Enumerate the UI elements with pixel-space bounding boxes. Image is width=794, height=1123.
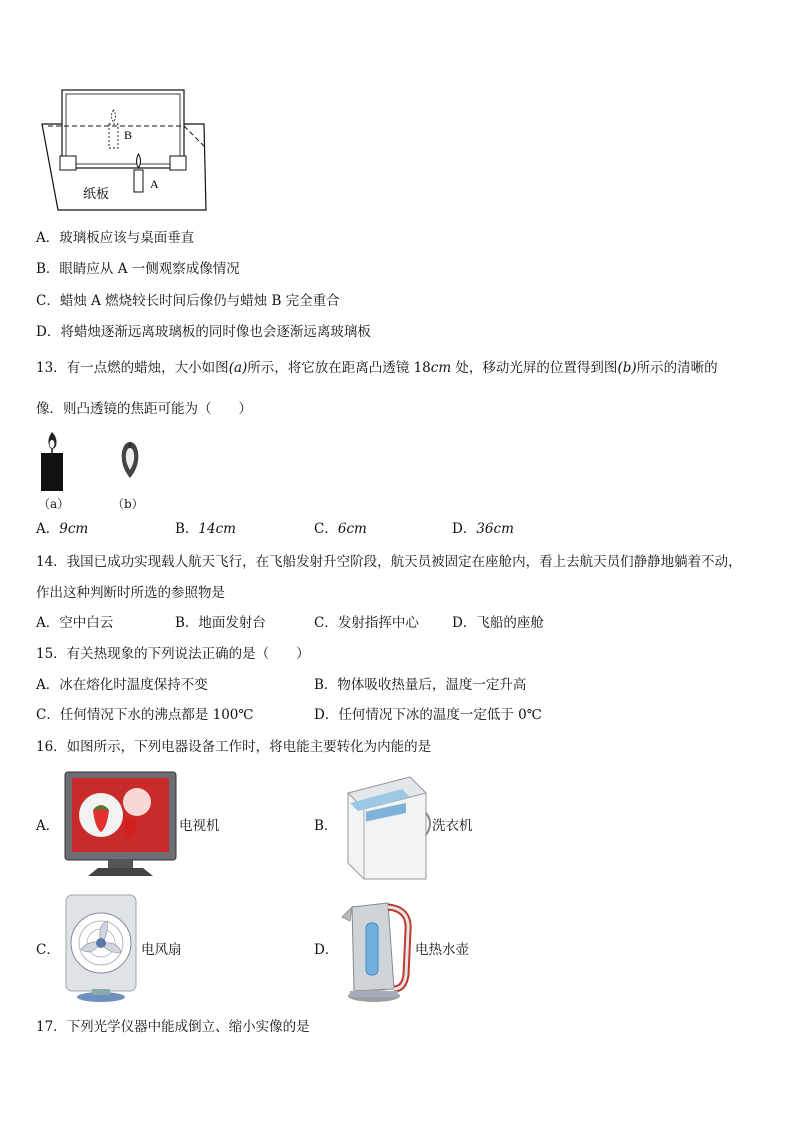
inverted-flame-icon	[119, 440, 141, 480]
q12-option-a: A．玻璃板应该与桌面垂直	[36, 230, 195, 246]
q14-option-c: C．发射指挥中心	[314, 615, 419, 631]
q13-option-a: A．9cm	[36, 521, 89, 537]
fan-icon	[62, 893, 140, 1005]
q12-option-d: D．将蜡烛逐渐远离玻璃板的同时像也会逐渐远离玻璃板	[36, 324, 371, 340]
tv-icon	[63, 770, 178, 880]
q14-stem-line1: 14．我国已成功实现载人航天飞行，在飞船发射升空阶段，航天员被固定在座舱内，看上去航天员们静静地躺着不动，	[36, 554, 742, 570]
q16-option-b-letter: B．	[314, 818, 338, 834]
q14-option-a: A．空中白云	[36, 615, 114, 631]
q14-option-d: D．飞船的座舱	[452, 615, 544, 631]
q16-option-c-letter: C．	[36, 942, 60, 958]
q16-option-c-label: 电风扇	[141, 942, 182, 958]
label-a: A	[150, 177, 159, 191]
q12-option-b: B．眼睛应从 A 一侧观察成像情况	[36, 261, 240, 277]
q13-stem-line1: 13．有一点燃的蜡烛，大小如图(a)所示，将它放在距离凸透镜 18cm 处，移动光屏的位置得到图(b)所示的清晰的	[36, 360, 718, 376]
q16-option-b-label: 洗衣机	[432, 818, 473, 834]
label-b: B	[124, 128, 133, 142]
q16-stem: 16．如图所示，下列电器设备工作时，将电能主要转化为内能的是	[36, 739, 432, 755]
q13-option-b: B．14cm	[175, 521, 236, 537]
q15-option-d: D．任何情况下冰的温度一定低于 0℃	[314, 707, 542, 723]
q14-stem-line2: 作出这种判断时所选的参照物是	[36, 585, 225, 601]
q16-option-d-label: 电热水壶	[415, 942, 469, 958]
kettle-icon	[340, 895, 414, 1005]
label-board: 纸板	[83, 187, 110, 202]
q15-option-a: A．冰在熔化时温度保持不变	[36, 677, 208, 693]
q14-option-b: B．地面发射台	[175, 615, 266, 631]
caption-b: （b）	[112, 497, 144, 511]
caption-a: （a）	[38, 497, 70, 511]
q16-option-a-label: 电视机	[179, 818, 220, 834]
candle-figure-a	[38, 430, 68, 492]
candle-figure-b	[119, 440, 141, 480]
q16-option-a-letter: A．	[36, 818, 60, 834]
q17-stem: 17．下列光学仪器中能成倒立、缩小实像的是	[36, 1019, 310, 1035]
candle-icon	[38, 430, 68, 492]
q12-option-c: C．蜡烛 A 燃烧较长时间后像仍与蜡烛 B 完全重合	[36, 293, 340, 309]
q15-stem: 15．有关热现象的下列说法正确的是（ ）	[36, 646, 310, 662]
q16-option-d-letter: D．	[314, 942, 339, 958]
mirror-experiment-figure	[38, 86, 213, 214]
mirror-experiment-diagram	[38, 86, 213, 214]
q15-option-b: B．物体吸收热量后，温度一定升高	[314, 677, 527, 693]
q13-option-d: D．36cm	[452, 521, 514, 537]
q15-option-c: C．任何情况下水的沸点都是 100℃	[36, 707, 254, 723]
washing-machine-icon	[340, 773, 432, 883]
q13-stem-line2: 像．则凸透镜的焦距可能为（ ）	[36, 401, 252, 417]
q13-option-c: C．6cm	[314, 521, 367, 537]
